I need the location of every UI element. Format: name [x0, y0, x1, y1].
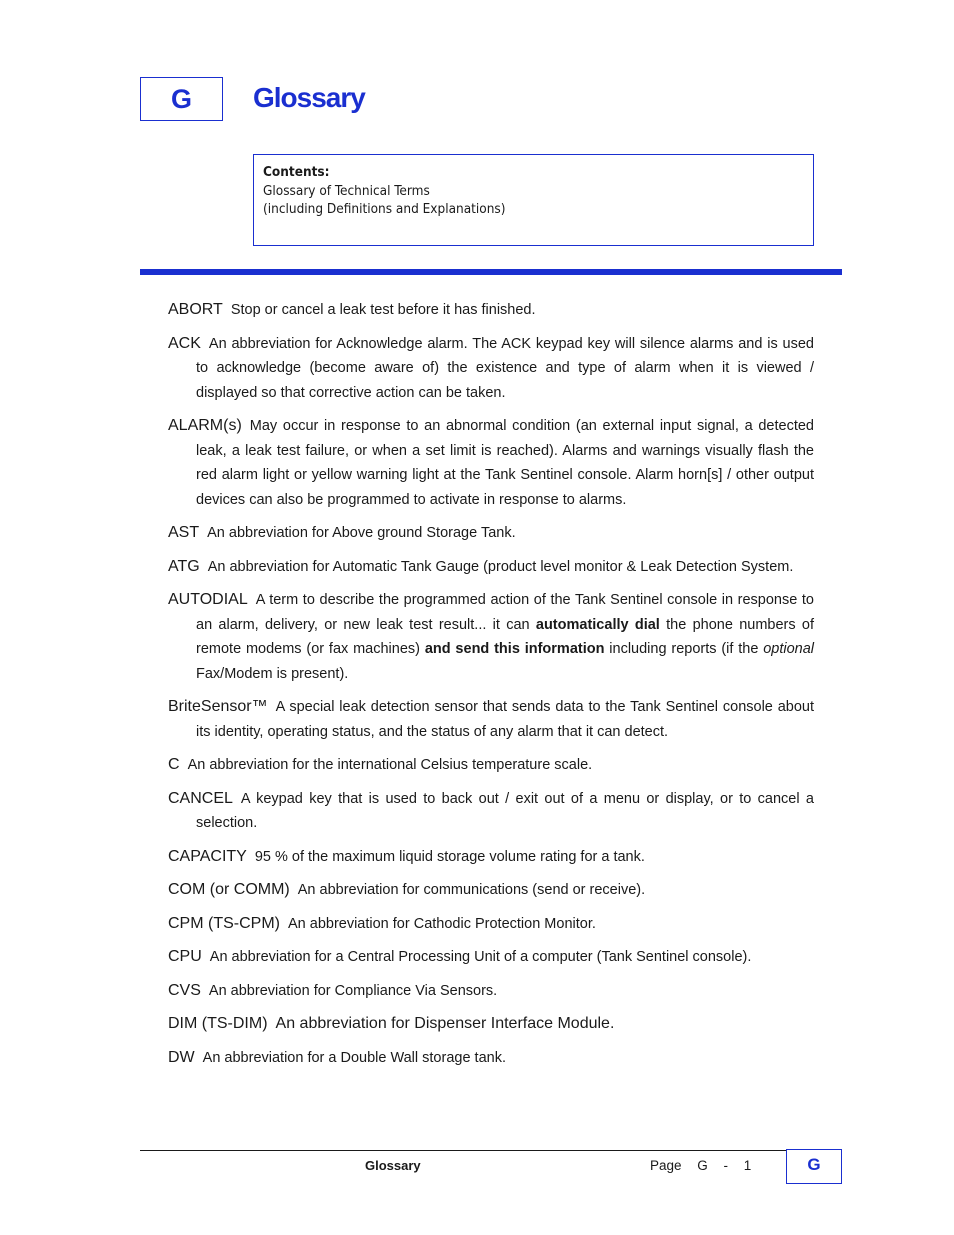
glossary-definition: An abbreviation for Cathodic Protection Monitor. [287, 915, 596, 932]
glossary-italic: optional [763, 641, 815, 657]
glossary-term: C [168, 756, 180, 773]
chapter-letter-box [140, 77, 223, 121]
glossary-entry-dim [168, 1012, 814, 1037]
glossary-term: AST [168, 524, 200, 541]
glossary-definition: A special leak detection sensor that sends data to the Tank Sentinel console about its identity, operating status, and the status of any alarm that it can detect. [196, 699, 814, 740]
glossary-list [168, 298, 814, 1079]
glossary-term: CVS [168, 981, 201, 999]
glossary-entry-cpu [168, 945, 814, 970]
glossary-definition: A keypad key that is used to back out / exit out of a menu or display, or to cancel a selection. [196, 790, 814, 831]
contents-box [253, 154, 814, 246]
glossary-term: DIM (TS-DIM) [168, 1015, 268, 1032]
glossary-entry-capacity [168, 845, 814, 870]
footer-chapter-letter: G [807, 1155, 821, 1174]
glossary-term: COM (or COMM) [168, 881, 290, 898]
glossary-definition: An abbreviation for a Central Processing Unit of a computer (Tank Sentinel console). [209, 949, 752, 965]
glossary-entry-dw [168, 1046, 814, 1071]
glossary-definition-part: Fax/Modem is present). [196, 665, 349, 682]
glossary-entry-ack [168, 332, 814, 406]
glossary-definition: An abbreviation for the international Celsius temperature scale. [187, 757, 593, 773]
glossary-term: DW [168, 1048, 195, 1066]
glossary-entry-cvs [168, 979, 814, 1004]
glossary-entry-cancel [168, 787, 814, 836]
glossary-definition: An abbreviation for Dispenser Interface Module. [275, 1015, 615, 1032]
glossary-definition: An abbreviation for Automatic Tank Gauge (product level monitor & Leak Detection System. [207, 558, 794, 575]
glossary-term: ACK [168, 334, 201, 352]
glossary-definition-part: the phone numbers of remote modems (or fax machines) [196, 616, 814, 657]
footer-title: Glossary [365, 1158, 421, 1173]
glossary-term: CPM (TS-CPM) [168, 914, 280, 932]
glossary-term: BriteSensor™ [168, 698, 268, 715]
glossary-entry-com [168, 878, 814, 903]
glossary-definition: An abbreviation for Above ground Storage Tank. [207, 525, 516, 541]
glossary-entry-atg [168, 555, 814, 580]
glossary-definition: An abbreviation for a Double Wall storage tank. [202, 1049, 506, 1066]
glossary-term: AUTODIAL [168, 591, 248, 608]
glossary-entry-cpm [168, 912, 814, 937]
section-divider [140, 269, 842, 275]
glossary-definition: Stop or cancel a leak test before it has finished. [230, 302, 536, 318]
glossary-definition-part: including reports (if the [604, 641, 764, 657]
chapter-letter: G [170, 83, 192, 114]
glossary-term: CAPACITY [168, 847, 247, 865]
glossary-definition: An abbreviation for Acknowledge alarm. The ACK keypad key will silence alarms and is used to acknowledge (become aware of) the existence and type of alarm when it is viewed / displayed so that corrective action can be taken. [196, 335, 814, 401]
glossary-term: ALARM(s) [168, 417, 242, 434]
glossary-emphasis: automatically dial [535, 616, 660, 633]
footer-chapter-box [786, 1149, 842, 1184]
contents-line-1: Glossary of Technical Terms [263, 182, 430, 199]
glossary-entry-britesensor [168, 695, 814, 744]
glossary-emphasis: and send this information [424, 641, 605, 657]
glossary-definition: 95 % of the maximum liquid storage volume rating for a tank. [254, 848, 645, 865]
glossary-definition: An abbreviation for communications (send or receive). [297, 882, 646, 898]
glossary-term: ABORT [168, 301, 223, 318]
glossary-term: CPU [168, 948, 202, 965]
glossary-term: CANCEL [168, 789, 233, 807]
glossary-entry-autodial [168, 588, 814, 686]
page-title: Glossary [253, 82, 365, 113]
footer-page-number: Page G - 1 [650, 1158, 752, 1173]
glossary-entry-c [168, 753, 814, 778]
glossary-entry-abort [168, 298, 814, 323]
glossary-definition: An abbreviation for Compliance Via Sensors. [208, 982, 498, 999]
footer-divider [140, 1150, 786, 1151]
glossary-entry-ast [168, 521, 814, 546]
glossary-term: ATG [168, 557, 200, 575]
glossary-entry-alarms [168, 414, 814, 512]
glossary-definition-part: A term to describe the programmed action of the Tank Sentinel console in response to an alarm, delivery, or new leak test result... it can [196, 592, 814, 633]
contents-heading: Contents: [263, 164, 330, 180]
contents-line-2: (including Definitions and Explanations) [263, 201, 506, 217]
glossary-definition: May occur in response to an abnormal condition (an external input signal, a detected leak, a leak test failure, or when a set limit is reached). Alarms and warnings visually flash the red alarm light or yellow warning light at the Tank Sentinel console. Alarm horn[s] / other output devices can also be programmed to activate in response to alarms. [196, 418, 814, 508]
